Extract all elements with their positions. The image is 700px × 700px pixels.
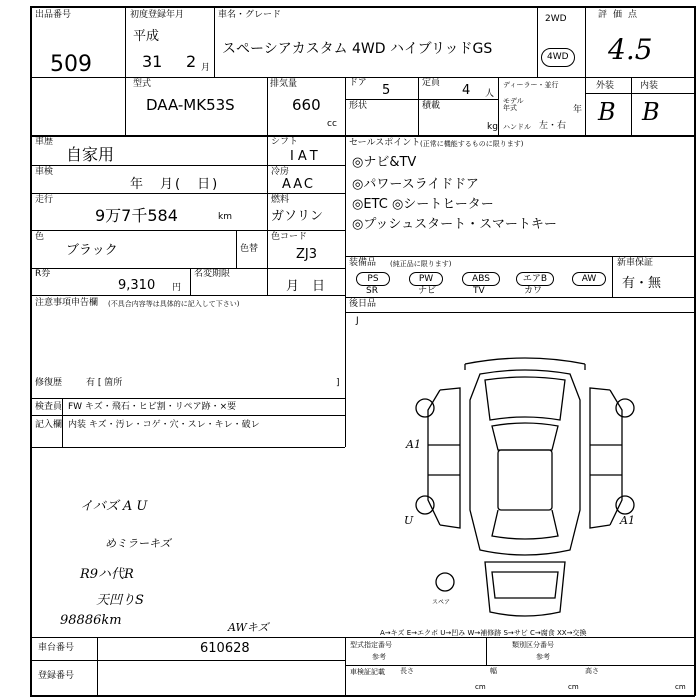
type-spec-label: 型式指定番号 — [350, 641, 392, 649]
lot-label: 出品番号 — [35, 10, 72, 20]
point-1: ◎ナビ&TV — [352, 155, 417, 170]
color-value: ブラック — [66, 243, 118, 258]
shift-label: シフト — [271, 137, 299, 147]
points-sub: (正常に機能するものに限ります) — [420, 140, 524, 148]
damage-legend: A→キズ E→エクボ U→凹み W→補修跡 S→サビ C→腐食 XX→交換 — [380, 629, 587, 637]
equip-tv: TV — [473, 286, 485, 296]
height-unit: cm — [675, 683, 686, 691]
door-label: ドア — [349, 78, 367, 88]
inspection-label: 車検 — [35, 167, 54, 177]
note-5: 98886km — [60, 613, 122, 628]
spare-label: スペア — [432, 599, 451, 606]
model-year-unit: 年 — [573, 105, 583, 115]
colorcode-label: 色コード — [271, 232, 308, 242]
fuel-label: 燃料 — [271, 195, 290, 205]
cap-value: 4 — [462, 83, 471, 98]
chassis-label: 車台番号 — [38, 643, 75, 653]
form-label: 形状 — [349, 101, 368, 111]
point-3: ◎ETC ◎シートヒーター — [352, 197, 494, 212]
width-label: 幅 — [490, 667, 497, 675]
inspection-value: 年 月( 日) — [130, 177, 220, 192]
repair-label: 修復歴 — [35, 378, 63, 388]
reg-month: 2 — [186, 52, 197, 71]
point-2: ◎パワースライドドア — [352, 177, 479, 192]
new-warranty-label: 新車保証 — [617, 258, 654, 268]
recycle-value: 9,310 — [118, 278, 156, 293]
disp-label: 排気量 — [270, 79, 298, 89]
height-label: 高さ — [585, 667, 599, 675]
fuel-value: ガソリン — [271, 209, 324, 224]
history-label: 車歴 — [35, 137, 54, 147]
seat-value: J — [356, 316, 359, 326]
dealer-label: ディーラー・並行 — [503, 81, 559, 89]
class-ref: 参考 — [536, 653, 550, 661]
chassis-value: 610628 — [200, 641, 250, 656]
equip-airbag: エアB — [516, 272, 554, 286]
interior-label: 内装 — [640, 81, 659, 91]
inspector-row2: 内装 キズ・汚レ・コゲ・穴・スレ・キレ・破レ — [68, 420, 260, 430]
note-1: イバズ A U — [80, 499, 148, 514]
notes-sub: (不具合内容等は具体的に記入して下さい) — [108, 300, 240, 308]
class-label: 類別区分番号 — [512, 641, 554, 649]
door-value: 5 — [382, 83, 391, 98]
lot-number: 509 — [50, 52, 92, 77]
mileage-value: 9万7千584 — [95, 206, 178, 225]
model-name: スペーシアカスタム 4WD ハイブリッドGS — [222, 41, 493, 57]
inspector-row1: FW キズ・飛石・ヒビ割・リペア跡・×要 — [68, 402, 237, 412]
load-unit: kg — [487, 122, 498, 132]
recycle-label: R券 — [35, 269, 51, 279]
mileage-unit: km — [218, 212, 232, 222]
handle-label: ハンドル — [503, 123, 531, 131]
width-unit: cm — [568, 683, 579, 691]
inspector-check-label: 検査員 — [35, 402, 63, 412]
equip-ps: PS — [356, 272, 390, 286]
reg-year: 31 — [142, 52, 163, 71]
grade-label: 評価点 — [598, 10, 644, 20]
history-value: 自家用 — [66, 145, 115, 164]
grade-value: 4.5 — [608, 33, 653, 66]
model-year-label: モデル年式 — [503, 97, 524, 112]
recycle-unit: 円 — [172, 283, 182, 293]
new-warranty-value: 有・無 — [622, 276, 662, 291]
equip-navi: ナビ — [418, 286, 437, 296]
note-4: 天凹りS — [96, 593, 144, 608]
era: 平成 — [133, 29, 160, 44]
ac-label: 冷房 — [271, 167, 290, 177]
note-2: めミラーキズ — [105, 537, 171, 550]
mileage-label: 走行 — [35, 195, 54, 205]
note-6: AWキズ — [228, 621, 269, 634]
load-label: 積載 — [422, 101, 441, 111]
handle-value: 左・右 — [539, 121, 567, 131]
notes-label: 注意事項申告欄 — [35, 298, 99, 308]
note-3: R9ハ代R — [80, 567, 134, 582]
equip-sub: (純正品に限ります) — [390, 260, 452, 268]
cap-label: 定員 — [422, 78, 441, 88]
name-change-value: 月 日 — [286, 279, 326, 294]
type-value: DAA-MK53S — [146, 96, 235, 114]
equip-sr: SR — [366, 286, 378, 296]
ac-value: AAC — [282, 177, 315, 192]
equip-abs: ABS — [462, 272, 500, 286]
reg-month-unit: 月 — [201, 63, 211, 73]
length-unit: cm — [475, 683, 486, 691]
points-label: セールスポイント — [349, 138, 421, 148]
car-diagram — [400, 350, 650, 635]
equip-pw: PW — [409, 272, 443, 286]
first-reg-label: 初度登録年月 — [130, 10, 185, 20]
seat-label: 後日品 — [349, 299, 377, 309]
exterior-grade: B — [598, 98, 616, 126]
type-spec-ref: 参考 — [372, 653, 386, 661]
equip-label: 装備品 — [349, 258, 377, 268]
name-change-label: 名変期限 — [194, 269, 231, 279]
colorcode-value: ZJ3 — [296, 247, 318, 262]
drive-4wd: 4WD — [541, 48, 575, 67]
point-4: ◎プッシュスタート・スマートキー — [352, 217, 557, 232]
drive-2wd: 2WD — [545, 14, 567, 24]
exterior-label: 外装 — [596, 81, 615, 91]
disp-unit: cc — [327, 119, 337, 129]
type-label: 型式 — [133, 79, 152, 89]
inspector-write-label: 記入欄 — [35, 420, 63, 430]
repair-close: ] — [336, 378, 340, 388]
interior-grade: B — [642, 98, 660, 126]
cap-unit: 人 — [485, 89, 495, 99]
damage-mark-3: A1 — [620, 514, 635, 527]
repair-value: 有 [ 箇所 — [86, 378, 123, 388]
length-label: 長さ — [400, 667, 414, 675]
reg-no-label: 登録番号 — [38, 671, 75, 681]
shift-value: IAT — [290, 149, 322, 164]
disp-value: 660 — [292, 96, 321, 114]
model-label: 車名・グレード — [218, 10, 282, 20]
equip-leather: カワ — [524, 286, 543, 296]
damage-mark-2: U — [404, 514, 414, 527]
color-label: 色 — [35, 232, 45, 242]
cert-label: 車検証記載 — [350, 668, 385, 676]
damage-mark-1: A1 — [406, 438, 421, 451]
colorno-label: 色替 — [240, 244, 259, 254]
equip-aw: AW — [572, 272, 606, 286]
